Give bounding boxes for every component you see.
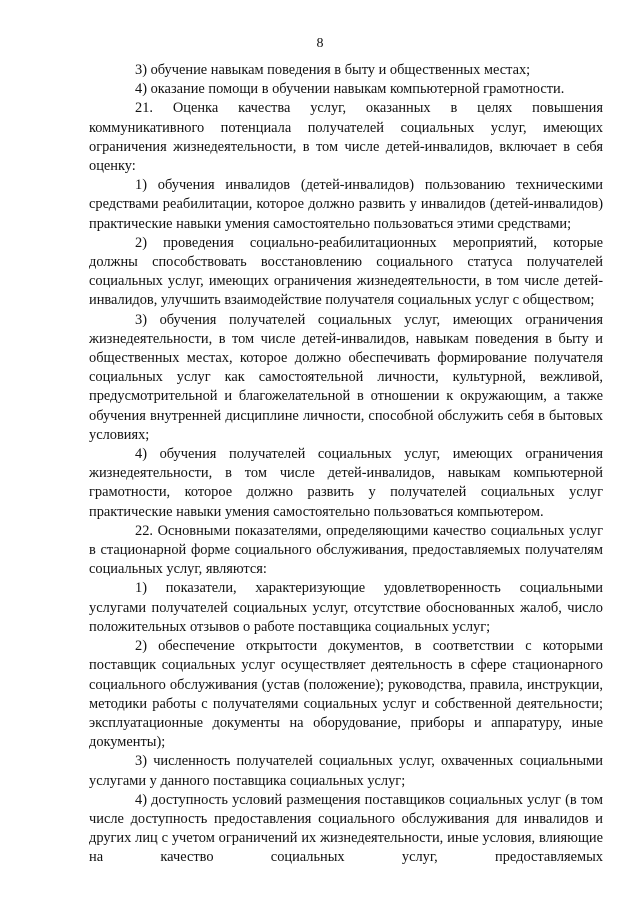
paragraph-22-item-4: 4) доступность условий размещения поставщиков социальных услуг (в том числе доступность предоставления социального обслуживания для инвалидов и других лиц с учетом ограничений их жизнедеятельности, иные условия, влияющие на качество социальных услуг, предоставляемых [89,791,603,866]
paragraph-22-item-3: 3) численность получателей социальных услуг, охваченных социальными услугами у данного поставщика социальных услуг; [89,753,603,789]
page-number: 8 [316,36,324,51]
paragraph-item-4: 4) оказание помощи в обучении навыкам компьютерной грамотности. [135,81,565,98]
paragraph-item-3: 3) обучение навыкам поведения в быту и общественных местах; [135,62,531,78]
paragraph-22: 22. Основными показателями, определяющими качество социальных услуг в стационарной форме социального обслуживания, предоставляемых получателям социальных услуг, являются: [89,522,603,578]
paragraph-21-item-3: 3) обучения получателей социальных услуг, имеющих ограничения жизнедеятельности, в том числе детей-инвалидов, навыкам поведения в быту и общественных местах, которое должно обеспечивать формирование получателя социальных услуг как самостоятельной личности, культурной, вежливой, предусмотрительной и благожелательной в отношении к окружающим, а также обучения внутренней дисциплине личности, способной обслужить себя в бытовых условиях; [89,311,603,443]
paragraph-22-item-2: 2) обеспечение открытости документов, в соответствии с которыми поставщик социальных услуг осуществляет деятельность в сфере стационарного социального обслуживания (устав (положение); руководства, правила, инструкции, методики работы с получателями социальных услуг и собственной деятельности; эксплуатационные документы на оборудование, приборы и аппаратуру, иные документы); [89,638,603,751]
paragraph-21-item-1: 1) обучения инвалидов (детей-инвалидов) пользованию техническими средствами реабилитации, которое должно развить у инвалидов (детей-инвалидов) практические навыки умения самостоятельно пользоваться этими средствами; [89,177,603,232]
document-body [89,61,603,868]
paragraph-22-item-1: 1) показатели, характеризующие удовлетворенность социальными услугами получателей социальных услуг, отсутствие обоснованных жалоб, число положительных отзывов о работе поставщика социальных услуг; [89,580,603,635]
paragraph-21-item-4: 4) обучения получателей социальных услуг, имеющих ограничения жизнедеятельности, в том числе детей-инвалидов, навыкам компьютерной грамотности, которое должно развить у получателей социальных услуг практические навыки умения самостоятельно пользоваться компьютером. [89,446,603,520]
paragraph-21-item-2: 2) проведения социально-реабилитационных мероприятий, которые должны способствовать восстановлению социального статуса получателей социальных услуг, имеющих ограничения жизнедеятельности, в том числе детей-инвалидов, улучшить взаимодействие получателя социальных услуг с обществом; [89,234,603,309]
paragraph-21: 21. Оценка качества услуг, оказанных в целях повышения коммуникативного потенциала получателей социальных услуг, имеющих ограничения жизнедеятельности, в том числе детей-инвалидов, включает в себя оценку: [89,100,603,175]
